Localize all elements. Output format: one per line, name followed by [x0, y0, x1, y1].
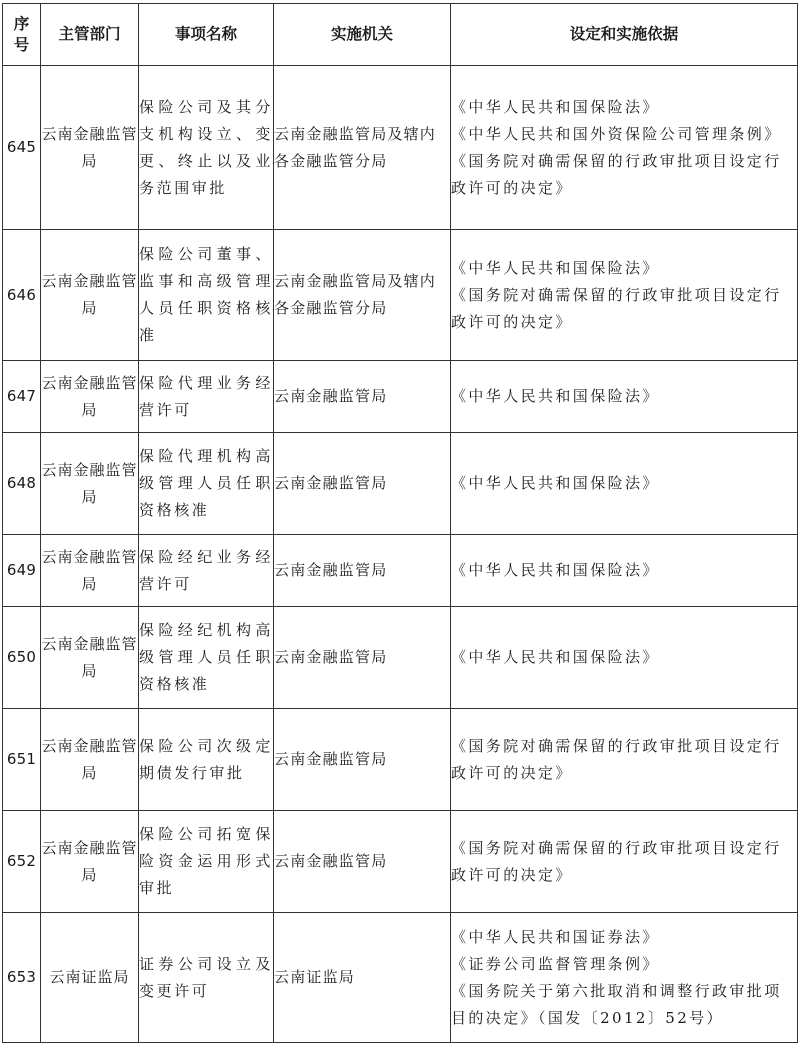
basis-document: 《中华人民共和国保险法》 — [451, 97, 660, 116]
basis-document: 《国务院对确需保留的行政审批项目设定行政许可的决定》 — [451, 838, 782, 884]
table-header-row — [3, 4, 798, 66]
basis-document: 《国务院关于第六批取消和调整行政审批项目的决定》（国发〔2012〕52号） — [451, 981, 782, 1027]
header-agency: 实施机关 — [274, 4, 451, 66]
header-serial-number — [3, 4, 41, 66]
basis-document: 《证券公司监督管理条例》 — [451, 954, 660, 973]
cell-serial-number: 651 — [3, 709, 41, 811]
cell-serial-number: 647 — [3, 361, 41, 433]
cell-agency: 云南证监局 — [274, 913, 451, 1043]
cell-basis — [451, 230, 798, 361]
basis-document: 《中华人民共和国保险法》 — [451, 258, 660, 277]
cell-agency: 云南金融监管局 — [274, 709, 451, 811]
administrative-license-table — [2, 3, 798, 1043]
cell-item-name: 保险经纪机构高级管理人员任职资格核准 — [139, 607, 274, 709]
basis-document: 《国务院对确需保留的行政审批项目设定行政许可的决定》 — [451, 285, 782, 331]
cell-agency: 云南金融监管局及辖内各金融监管分局 — [274, 230, 451, 361]
header-serial-char-1: 序 — [13, 14, 30, 33]
cell-basis — [451, 361, 798, 433]
cell-serial-number: 653 — [3, 913, 41, 1043]
header-department: 主管部门 — [41, 4, 139, 66]
cell-agency: 云南金融监管局 — [274, 433, 451, 535]
cell-department: 云南金融监管局 — [41, 230, 139, 361]
basis-document: 《中华人民共和国保险法》 — [451, 387, 660, 405]
cell-department: 云南证监局 — [41, 913, 139, 1043]
table-row — [3, 361, 798, 433]
cell-agency: 云南金融监管局 — [274, 811, 451, 913]
cell-department: 云南金融监管局 — [41, 66, 139, 230]
cell-basis — [451, 913, 798, 1043]
cell-basis — [451, 811, 798, 913]
table-row — [3, 811, 798, 913]
table-row — [3, 535, 798, 607]
cell-basis — [451, 535, 798, 607]
cell-serial-number: 648 — [3, 433, 41, 535]
cell-basis — [451, 709, 798, 811]
cell-item-name: 保险公司次级定期债发行审批 — [139, 709, 274, 811]
table-row — [3, 433, 798, 535]
cell-item-name: 保险经纪业务经营许可 — [139, 535, 274, 607]
cell-department: 云南金融监管局 — [41, 361, 139, 433]
cell-department: 云南金融监管局 — [41, 709, 139, 811]
basis-document: 《中华人民共和国保险法》 — [451, 474, 660, 492]
header-item-name: 事项名称 — [139, 4, 274, 66]
table-row — [3, 607, 798, 709]
cell-serial-number: 645 — [3, 66, 41, 230]
cell-item-name: 保险代理业务经营许可 — [139, 361, 274, 433]
cell-serial-number: 650 — [3, 607, 41, 709]
table-row — [3, 913, 798, 1043]
cell-agency: 云南金融监管局及辖内各金融监管分局 — [274, 66, 451, 230]
cell-item-name: 证券公司设立及变更许可 — [139, 913, 274, 1043]
table-body — [3, 66, 798, 1043]
cell-agency: 云南金融监管局 — [274, 535, 451, 607]
table-row — [3, 709, 798, 811]
cell-basis — [451, 607, 798, 709]
basis-document: 《中华人民共和国保险法》 — [451, 561, 660, 579]
cell-item-name: 保险公司董事、监事和高级管理人员任职资格核准 — [139, 230, 274, 361]
cell-department: 云南金融监管局 — [41, 535, 139, 607]
basis-document: 《国务院对确需保留的行政审批项目设定行政许可的决定》 — [451, 736, 782, 782]
cell-department: 云南金融监管局 — [41, 607, 139, 709]
cell-item-name: 保险公司及其分支机构设立、变更、终止以及业务范围审批 — [139, 66, 274, 230]
basis-document: 《中华人民共和国保险法》 — [451, 648, 660, 666]
header-basis: 设定和实施依据 — [451, 4, 798, 66]
basis-document: 《中华人民共和国证券法》 — [451, 927, 660, 946]
cell-agency: 云南金融监管局 — [274, 361, 451, 433]
basis-document: 《国务院对确需保留的行政审批项目设定行政许可的决定》 — [451, 151, 782, 197]
basis-document: 《中华人民共和国外资保险公司管理条例》 — [451, 124, 782, 143]
cell-agency: 云南金融监管局 — [274, 607, 451, 709]
cell-serial-number: 649 — [3, 535, 41, 607]
table-row — [3, 66, 798, 230]
header-serial-char-2: 号 — [13, 35, 30, 54]
cell-department: 云南金融监管局 — [41, 811, 139, 913]
cell-serial-number: 646 — [3, 230, 41, 361]
cell-item-name: 保险公司拓宽保险资金运用形式审批 — [139, 811, 274, 913]
cell-serial-number: 652 — [3, 811, 41, 913]
cell-item-name: 保险代理机构高级管理人员任职资格核准 — [139, 433, 274, 535]
cell-department: 云南金融监管局 — [41, 433, 139, 535]
table-row — [3, 230, 798, 361]
cell-basis — [451, 66, 798, 230]
cell-basis — [451, 433, 798, 535]
